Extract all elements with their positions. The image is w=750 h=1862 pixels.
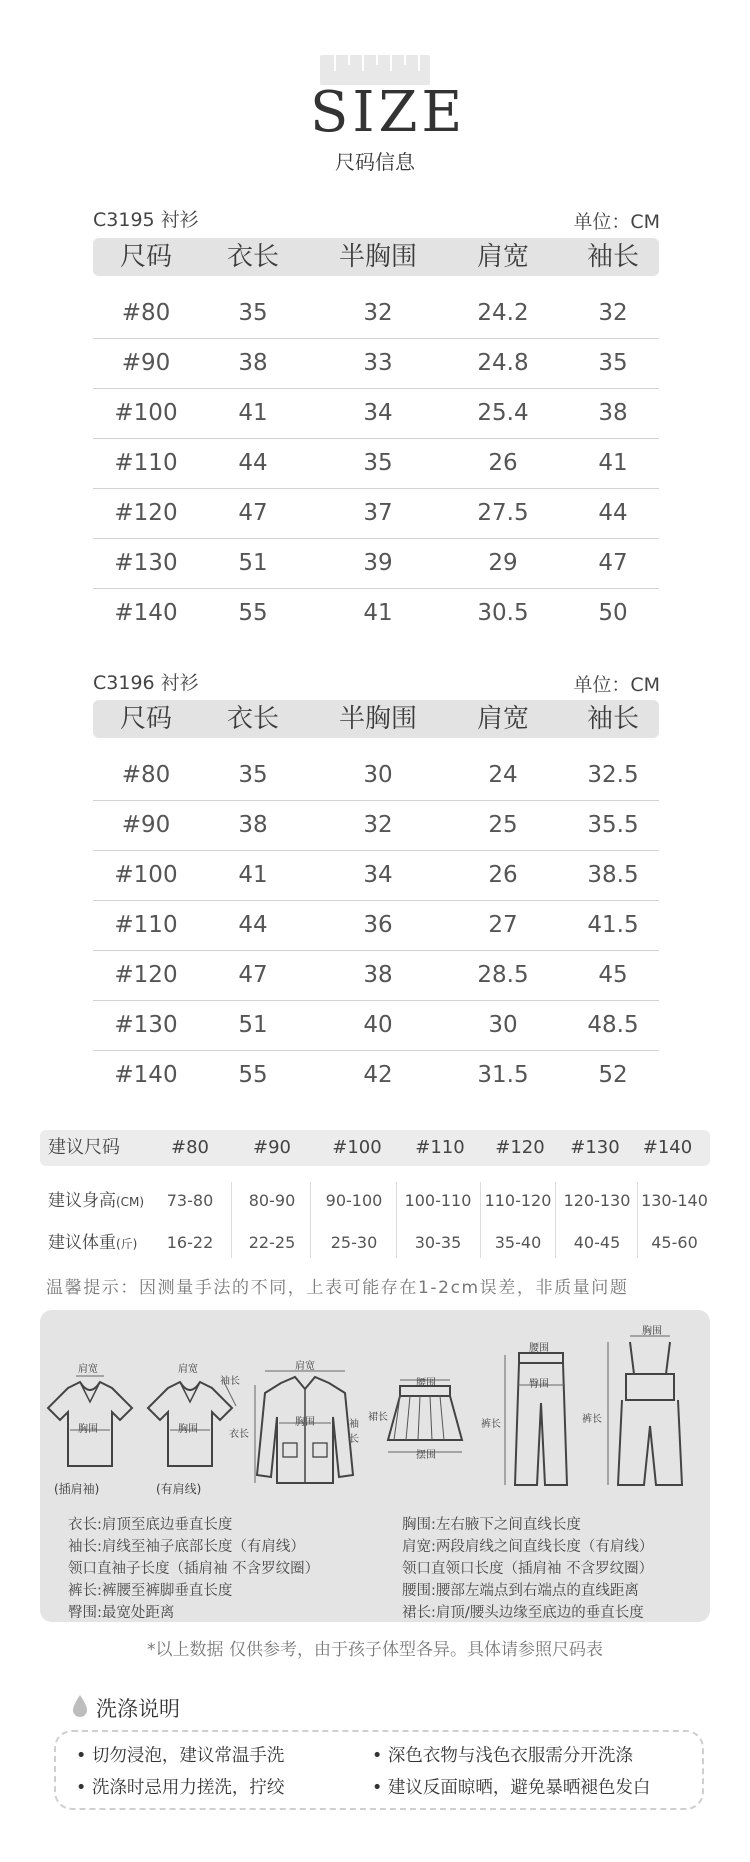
table-cell: #90 (121, 812, 171, 838)
height-label: 建议身高 (48, 1191, 116, 1211)
header-cell: 尺码 (119, 242, 172, 272)
table-cell: 55 (238, 600, 268, 626)
table-cell: 32 (363, 300, 393, 326)
table-cell: 35.5 (587, 812, 639, 838)
desc-line: 袖长:肩线至袖子底部长度（有肩线） (68, 1539, 305, 1555)
table-cell: 35 (238, 300, 268, 326)
sleeve-label: 袖长 (220, 1376, 240, 1387)
table-cell: 44 (238, 912, 268, 938)
table-cell: 40 (363, 1012, 393, 1038)
water-drop-icon (72, 1694, 88, 1722)
pants-figure (481, 1343, 585, 1495)
weight-value: 16-22 (166, 1233, 214, 1252)
table-row (93, 950, 659, 1001)
shirt-figure (229, 1361, 365, 1495)
wash-item-text: 洗涤时忌用力搓洗，拧绞 (91, 1778, 285, 1798)
shoulder-label: 肩宽 (78, 1364, 98, 1375)
table-row (93, 488, 659, 539)
waist-label: 腰围 (529, 1343, 549, 1354)
table-cell: #110 (114, 450, 178, 476)
header-cell: 袖长 (586, 704, 639, 734)
table-cell: 28.5 (477, 962, 529, 988)
height-value: 90-100 (325, 1191, 383, 1210)
tshirt-setin-figure (140, 1364, 240, 1498)
recommend-size: #130 (570, 1137, 620, 1158)
desc-line: 臀围:最宽处距离 (68, 1605, 175, 1621)
table-cell: 48.5 (587, 1012, 639, 1038)
header-cell: 肩宽 (476, 242, 529, 272)
size-title: SIZE (310, 80, 467, 145)
table-cell: 34 (363, 862, 393, 888)
table-cell: #140 (114, 600, 178, 626)
pants-length-label: 裤长 (582, 1414, 602, 1425)
table-cell: #100 (114, 400, 178, 426)
table-cell: #140 (114, 1062, 178, 1088)
chest-label: 胸围 (642, 1326, 662, 1337)
table-cell: #130 (114, 1012, 178, 1038)
table-cell: 55 (238, 1062, 268, 1088)
table-cell: #130 (114, 550, 178, 576)
height-value: 130-140 (641, 1191, 708, 1210)
height-value: 120-130 (563, 1191, 631, 1210)
chest-label: 胸围 (295, 1417, 315, 1428)
wash-title: 洗涤说明 (96, 1697, 180, 1721)
wash-item: • 建议反面晾晒，避免暴晒褪色发白 (372, 1778, 651, 1798)
table-cell: 30.5 (477, 600, 529, 626)
table-cell: 38 (363, 962, 393, 988)
table-cell: 44 (598, 500, 628, 526)
recommend-header-label: 建议尺码 (48, 1137, 120, 1158)
table-cell: 47 (598, 550, 628, 576)
desc-line: 裙长:肩顶/腰头边缘至底边的垂直长度 (402, 1605, 644, 1621)
desc-line: 衣长:肩顶至底边垂直长度 (68, 1517, 233, 1533)
table-cell: 26 (488, 862, 518, 888)
table-row (93, 388, 659, 439)
table-row (93, 588, 659, 638)
measure-tip: 温馨提示：因测量手法的不同，上表可能存在1-2cm误差，非质量问题 (46, 1278, 629, 1298)
wash-item: • 深色衣物与浅色衣服需分开洗涤 (372, 1746, 633, 1766)
table-cell: 32.5 (587, 762, 639, 788)
table-cell: #100 (114, 862, 178, 888)
desc-line: 胸围:左右腋下之间直线长度 (402, 1517, 581, 1533)
table-cell: 38.5 (587, 862, 639, 888)
table-cell: 41 (238, 400, 268, 426)
table-header (93, 700, 659, 738)
height-value: 100-110 (404, 1191, 472, 1210)
table-cell: 39 (363, 550, 393, 576)
header-cell: 尺码 (119, 704, 172, 734)
table-cell: 32 (598, 300, 628, 326)
reference-note: *以上数据 仅供参考，由于孩子体型各异。具体请参照尺码表 (147, 1640, 603, 1660)
table-cell: 45 (598, 962, 628, 988)
table-cell: 41 (363, 600, 393, 626)
recommend-size: #140 (642, 1137, 693, 1158)
weight-value: 25-30 (330, 1233, 378, 1252)
waist-label: 腰围 (416, 1378, 436, 1389)
desc-line: 裤长:裤腰至裤脚垂直长度 (68, 1583, 233, 1599)
recommend-height-row (40, 1182, 710, 1220)
recommend-size: #90 (253, 1137, 291, 1158)
table-unit: 单位：CM (573, 674, 660, 696)
table-row (93, 338, 659, 389)
table-cell: 41.5 (587, 912, 639, 938)
weight-value: 40-45 (573, 1233, 621, 1252)
table-row (93, 538, 659, 589)
wash-item-text: 切勿浸泡，建议常温手洗 (91, 1746, 285, 1766)
table-cell: 50 (598, 600, 628, 626)
desc-line: 肩宽:两段肩线之间直线长度（有肩线） (402, 1539, 654, 1555)
length-label: 衣长 (229, 1429, 249, 1440)
weight-value: 22-25 (248, 1233, 296, 1252)
weight-value: 35-40 (494, 1233, 542, 1252)
table-cell: 24.8 (477, 350, 529, 376)
size-subtitle: 尺码信息 (335, 150, 415, 174)
header-cell: 衣长 (226, 704, 279, 734)
table-cell: 41 (598, 450, 628, 476)
table-cell: 38 (238, 812, 268, 838)
table-cell: 35 (363, 450, 393, 476)
table-row (93, 750, 659, 801)
recommend-size: #110 (415, 1137, 465, 1158)
header-cell: 袖长 (586, 242, 639, 272)
pants-icon (495, 1345, 585, 1495)
wash-item: • 洗涤时忌用力搓洗，拧绞 (76, 1778, 285, 1798)
measure-panel (40, 1310, 710, 1622)
table-row (93, 800, 659, 851)
header-cell: 肩宽 (476, 704, 529, 734)
wash-item-text: 建议反面晾晒，避免暴晒褪色发白 (387, 1778, 651, 1798)
table-cell: #80 (121, 300, 171, 326)
table-cell: 44 (238, 450, 268, 476)
table-row (93, 900, 659, 951)
table-cell: 42 (363, 1062, 393, 1088)
table-title: C3195 衬衫 (93, 209, 199, 231)
table-cell: 52 (598, 1062, 628, 1088)
recommend-header (40, 1130, 710, 1166)
table-cell: 27 (488, 912, 518, 938)
weight-value: 45-60 (651, 1233, 698, 1252)
header-cell: 半胸围 (338, 704, 417, 734)
skirt-length-label: 裙长 (368, 1412, 388, 1423)
raglan-label: (插肩袖) (54, 1482, 100, 1496)
overalls-icon (600, 1330, 700, 1495)
table-cell: 35 (238, 762, 268, 788)
table-cell: #120 (114, 962, 178, 988)
table-cell: 33 (363, 350, 393, 376)
table-cell: 51 (238, 550, 268, 576)
measure-desc-right (402, 1514, 702, 1624)
height-value: 110-120 (484, 1191, 552, 1210)
recommend-size: #120 (495, 1137, 545, 1158)
tshirt-raglan-figure (40, 1364, 140, 1498)
height-value: 80-90 (248, 1191, 296, 1210)
shoulder-label: 肩宽 (178, 1364, 198, 1375)
height-unit: (CM) (116, 1195, 145, 1209)
pants-length-label: 裤长 (481, 1419, 501, 1430)
table-cell: #110 (114, 912, 178, 938)
table-row (93, 1050, 659, 1100)
header-cell: 衣长 (226, 242, 279, 272)
measure-desc-left (68, 1514, 378, 1624)
table-row (93, 288, 659, 339)
table-cell: 47 (238, 962, 268, 988)
recommend-weight-row (40, 1224, 710, 1262)
table-cell: 26 (488, 450, 518, 476)
table-cell: 24 (488, 762, 518, 788)
table-cell: #90 (121, 350, 171, 376)
overalls-figure (582, 1326, 700, 1495)
sleeve-label: 袖长 (349, 1419, 359, 1445)
hip-label: 臀围 (529, 1379, 549, 1390)
table-cell: 47 (238, 500, 268, 526)
desc-line: 领口直领口长度（插肩袖 不含罗纹圈） (402, 1561, 654, 1577)
height-value: 73-80 (166, 1191, 214, 1210)
table-cell: 34 (363, 400, 393, 426)
desc-line: 腰围:腰部左端点到右端点的直线距离 (402, 1583, 639, 1599)
table-cell: 32 (363, 812, 393, 838)
table-cell: 38 (598, 400, 628, 426)
table-row (93, 1000, 659, 1051)
table-cell: 31.5 (477, 1062, 529, 1088)
table-unit: 单位：CM (573, 211, 660, 233)
table-cell: 35 (598, 350, 628, 376)
weight-value: 30-35 (414, 1233, 462, 1252)
table-cell: 41 (238, 862, 268, 888)
table-cell: 37 (363, 500, 393, 526)
recommend-size: #100 (332, 1137, 382, 1158)
weight-unit: (斤) (116, 1237, 138, 1251)
table-cell: 36 (363, 912, 393, 938)
weight-label: 建议体重 (48, 1233, 116, 1253)
desc-line: 领口直袖子长度（插肩袖 不含罗纹圈） (68, 1561, 320, 1577)
shirt-icon (245, 1365, 365, 1495)
skirt-figure (368, 1370, 470, 1500)
wash-item: • 切勿浸泡，建议常温手洗 (76, 1746, 285, 1766)
table-row (93, 850, 659, 901)
hem-label: 摆围 (416, 1450, 436, 1461)
wash-item-text: 深色衣物与浅色衣服需分开洗涤 (387, 1746, 633, 1766)
table-header (93, 238, 659, 276)
table-cell: 27.5 (477, 500, 529, 526)
recommend-size: #80 (171, 1137, 209, 1158)
table-cell: #80 (121, 762, 171, 788)
table-title: C3196 衬衫 (93, 672, 199, 694)
chest-label: 胸围 (178, 1424, 198, 1435)
table-cell: 25 (488, 812, 518, 838)
header-cell: 半胸围 (338, 242, 417, 272)
table-cell: #120 (114, 500, 178, 526)
table-row (93, 438, 659, 489)
table-cell: 30 (488, 1012, 518, 1038)
table-cell: 30 (363, 762, 393, 788)
table-cell: 29 (488, 550, 518, 576)
table-cell: 24.2 (477, 300, 529, 326)
setin-label: (有肩线) (156, 1482, 202, 1496)
shoulder-label: 肩宽 (295, 1361, 315, 1372)
chest-label: 胸围 (78, 1424, 98, 1435)
table-cell: 38 (238, 350, 268, 376)
table-cell: 51 (238, 1012, 268, 1038)
table-cell: 25.4 (477, 400, 529, 426)
